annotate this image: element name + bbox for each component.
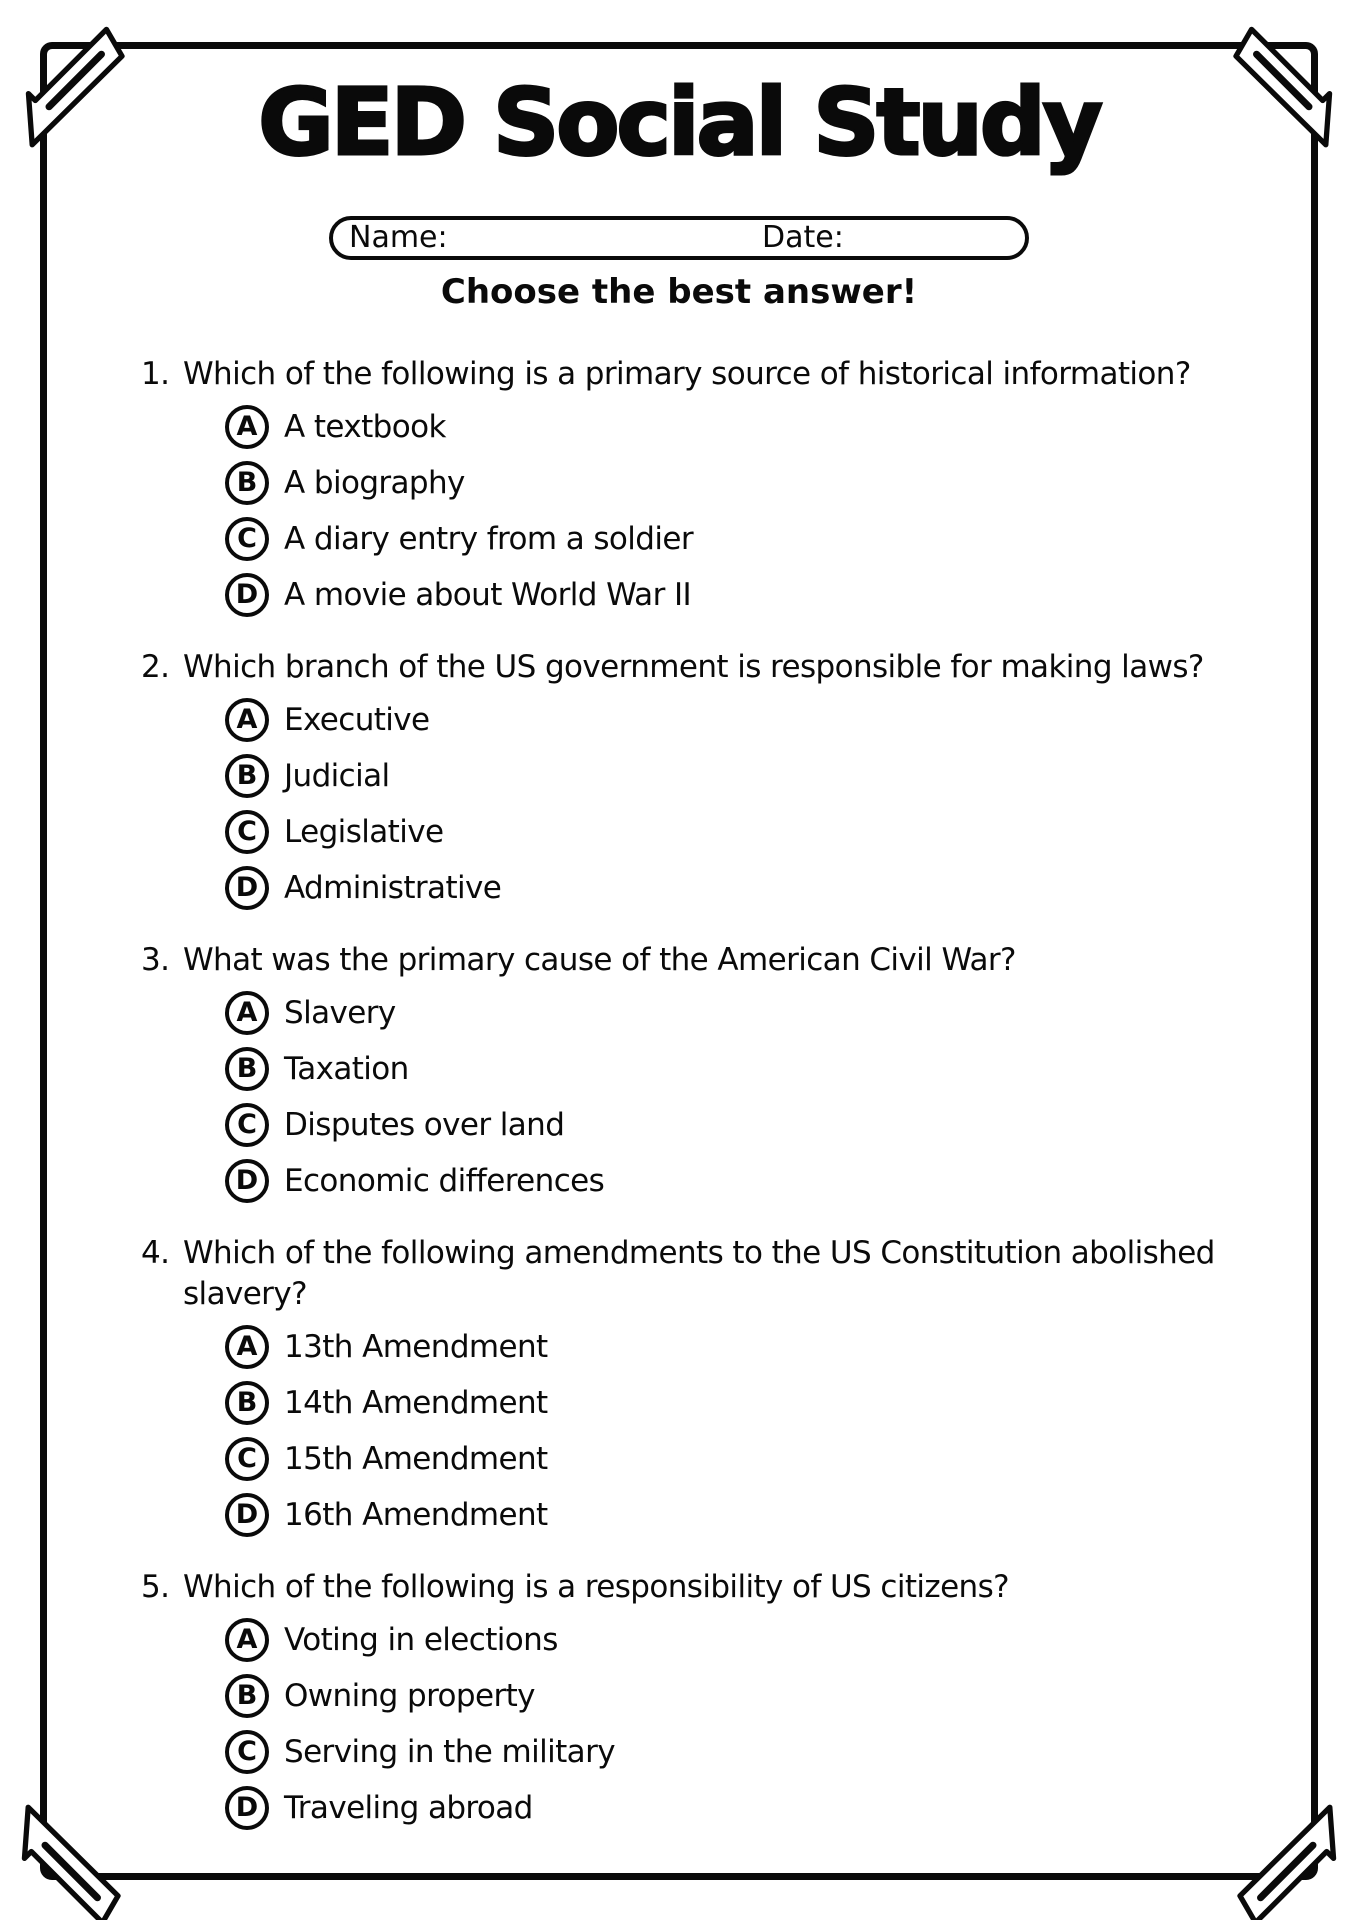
question-number: 2. xyxy=(141,648,170,685)
instruction-text: Choose the best answer! xyxy=(440,271,918,312)
option-label: A diary entry from a soldier xyxy=(284,520,693,557)
option-row[interactable] xyxy=(225,1493,1251,1537)
option-row[interactable] xyxy=(225,698,1251,742)
option-bubble[interactable]: B xyxy=(225,1047,269,1091)
option-bubble[interactable]: D xyxy=(225,1159,269,1203)
name-date-box xyxy=(329,216,1029,260)
option-row[interactable] xyxy=(225,1437,1251,1481)
date-input[interactable] xyxy=(900,220,1018,256)
page-border xyxy=(40,42,1318,1880)
option-bubble[interactable]: D xyxy=(225,1786,269,1830)
option-row[interactable] xyxy=(225,810,1251,854)
option-bubble[interactable]: C xyxy=(225,1730,269,1774)
question-item xyxy=(141,647,1251,688)
question-item xyxy=(141,1567,1251,1608)
option-row[interactable] xyxy=(225,1103,1251,1147)
option-row[interactable] xyxy=(225,991,1251,1035)
option-label: Slavery xyxy=(284,994,396,1031)
option-label: Taxation xyxy=(284,1050,409,1087)
option-bubble[interactable]: C xyxy=(225,1103,269,1147)
option-bubble[interactable]: B xyxy=(225,754,269,798)
option-bubble[interactable]: D xyxy=(225,573,269,617)
option-bubble[interactable]: C xyxy=(225,810,269,854)
option-row[interactable] xyxy=(225,866,1251,910)
option-bubble[interactable]: B xyxy=(225,461,269,505)
option-bubble[interactable]: A xyxy=(225,1618,269,1662)
question-item xyxy=(141,940,1251,981)
question-item xyxy=(141,354,1251,395)
option-row[interactable] xyxy=(225,517,1251,561)
option-row[interactable] xyxy=(225,1618,1251,1662)
question-text: Which of the following is a primary source of historical information? xyxy=(183,355,1191,392)
name-input[interactable] xyxy=(453,220,753,256)
option-bubble[interactable]: C xyxy=(225,1437,269,1481)
page-title: GED Social Study xyxy=(258,69,1100,176)
option-label: Voting in elections xyxy=(284,1621,558,1658)
option-row[interactable] xyxy=(225,1381,1251,1425)
question-number: 1. xyxy=(141,355,170,392)
option-row[interactable] xyxy=(225,1786,1251,1830)
option-label: Executive xyxy=(284,701,430,738)
option-row[interactable] xyxy=(225,1047,1251,1091)
option-row[interactable] xyxy=(225,1730,1251,1774)
question-text: What was the primary cause of the American Civil War? xyxy=(183,941,1016,978)
option-label: A movie about World War II xyxy=(284,576,692,613)
question-list xyxy=(47,354,1311,1830)
option-bubble[interactable]: C xyxy=(225,517,269,561)
option-bubble[interactable]: B xyxy=(225,1381,269,1425)
option-row[interactable] xyxy=(225,405,1251,449)
option-group xyxy=(141,405,1251,617)
option-label: Administrative xyxy=(284,869,502,906)
option-label: Judicial xyxy=(284,757,390,794)
option-group xyxy=(141,991,1251,1203)
option-label: 16th Amendment xyxy=(284,1496,548,1533)
option-group xyxy=(141,698,1251,910)
question-number: 4. xyxy=(141,1234,170,1271)
question-text: Which of the following is a responsibility of US citizens? xyxy=(183,1568,1009,1605)
option-bubble[interactable]: D xyxy=(225,866,269,910)
option-row[interactable] xyxy=(225,461,1251,505)
option-row[interactable] xyxy=(225,754,1251,798)
date-field-label: Date: xyxy=(762,219,844,255)
option-label: Economic differences xyxy=(284,1162,605,1199)
option-label: A textbook xyxy=(284,408,446,445)
option-bubble[interactable]: A xyxy=(225,991,269,1035)
option-label: Traveling abroad xyxy=(284,1789,533,1826)
option-label: Owning property xyxy=(284,1677,535,1714)
option-group xyxy=(141,1325,1251,1537)
option-label: Disputes over land xyxy=(284,1106,565,1143)
option-group xyxy=(141,1618,1251,1830)
option-label: A biography xyxy=(284,464,465,501)
question-item xyxy=(141,1233,1251,1315)
option-bubble[interactable]: A xyxy=(225,698,269,742)
question-text: Which branch of the US government is responsible for making laws? xyxy=(183,648,1204,685)
option-bubble[interactable]: B xyxy=(225,1674,269,1718)
option-row[interactable] xyxy=(225,1325,1251,1369)
question-text: Which of the following amendments to the US Constitution abolished slavery? xyxy=(183,1234,1215,1312)
name-field-label: Name: xyxy=(349,220,448,256)
question-number: 5. xyxy=(141,1568,170,1605)
option-row[interactable] xyxy=(225,1674,1251,1718)
option-label: 14th Amendment xyxy=(284,1384,548,1421)
option-bubble[interactable]: A xyxy=(225,405,269,449)
option-label: 13th Amendment xyxy=(284,1328,548,1365)
option-bubble[interactable]: A xyxy=(225,1325,269,1369)
option-row[interactable] xyxy=(225,573,1251,617)
option-bubble[interactable]: D xyxy=(225,1493,269,1537)
question-number: 3. xyxy=(141,941,170,978)
option-row[interactable] xyxy=(225,1159,1251,1203)
option-label: 15th Amendment xyxy=(284,1440,548,1477)
option-label: Serving in the military xyxy=(284,1733,615,1770)
option-label: Legislative xyxy=(284,813,444,850)
